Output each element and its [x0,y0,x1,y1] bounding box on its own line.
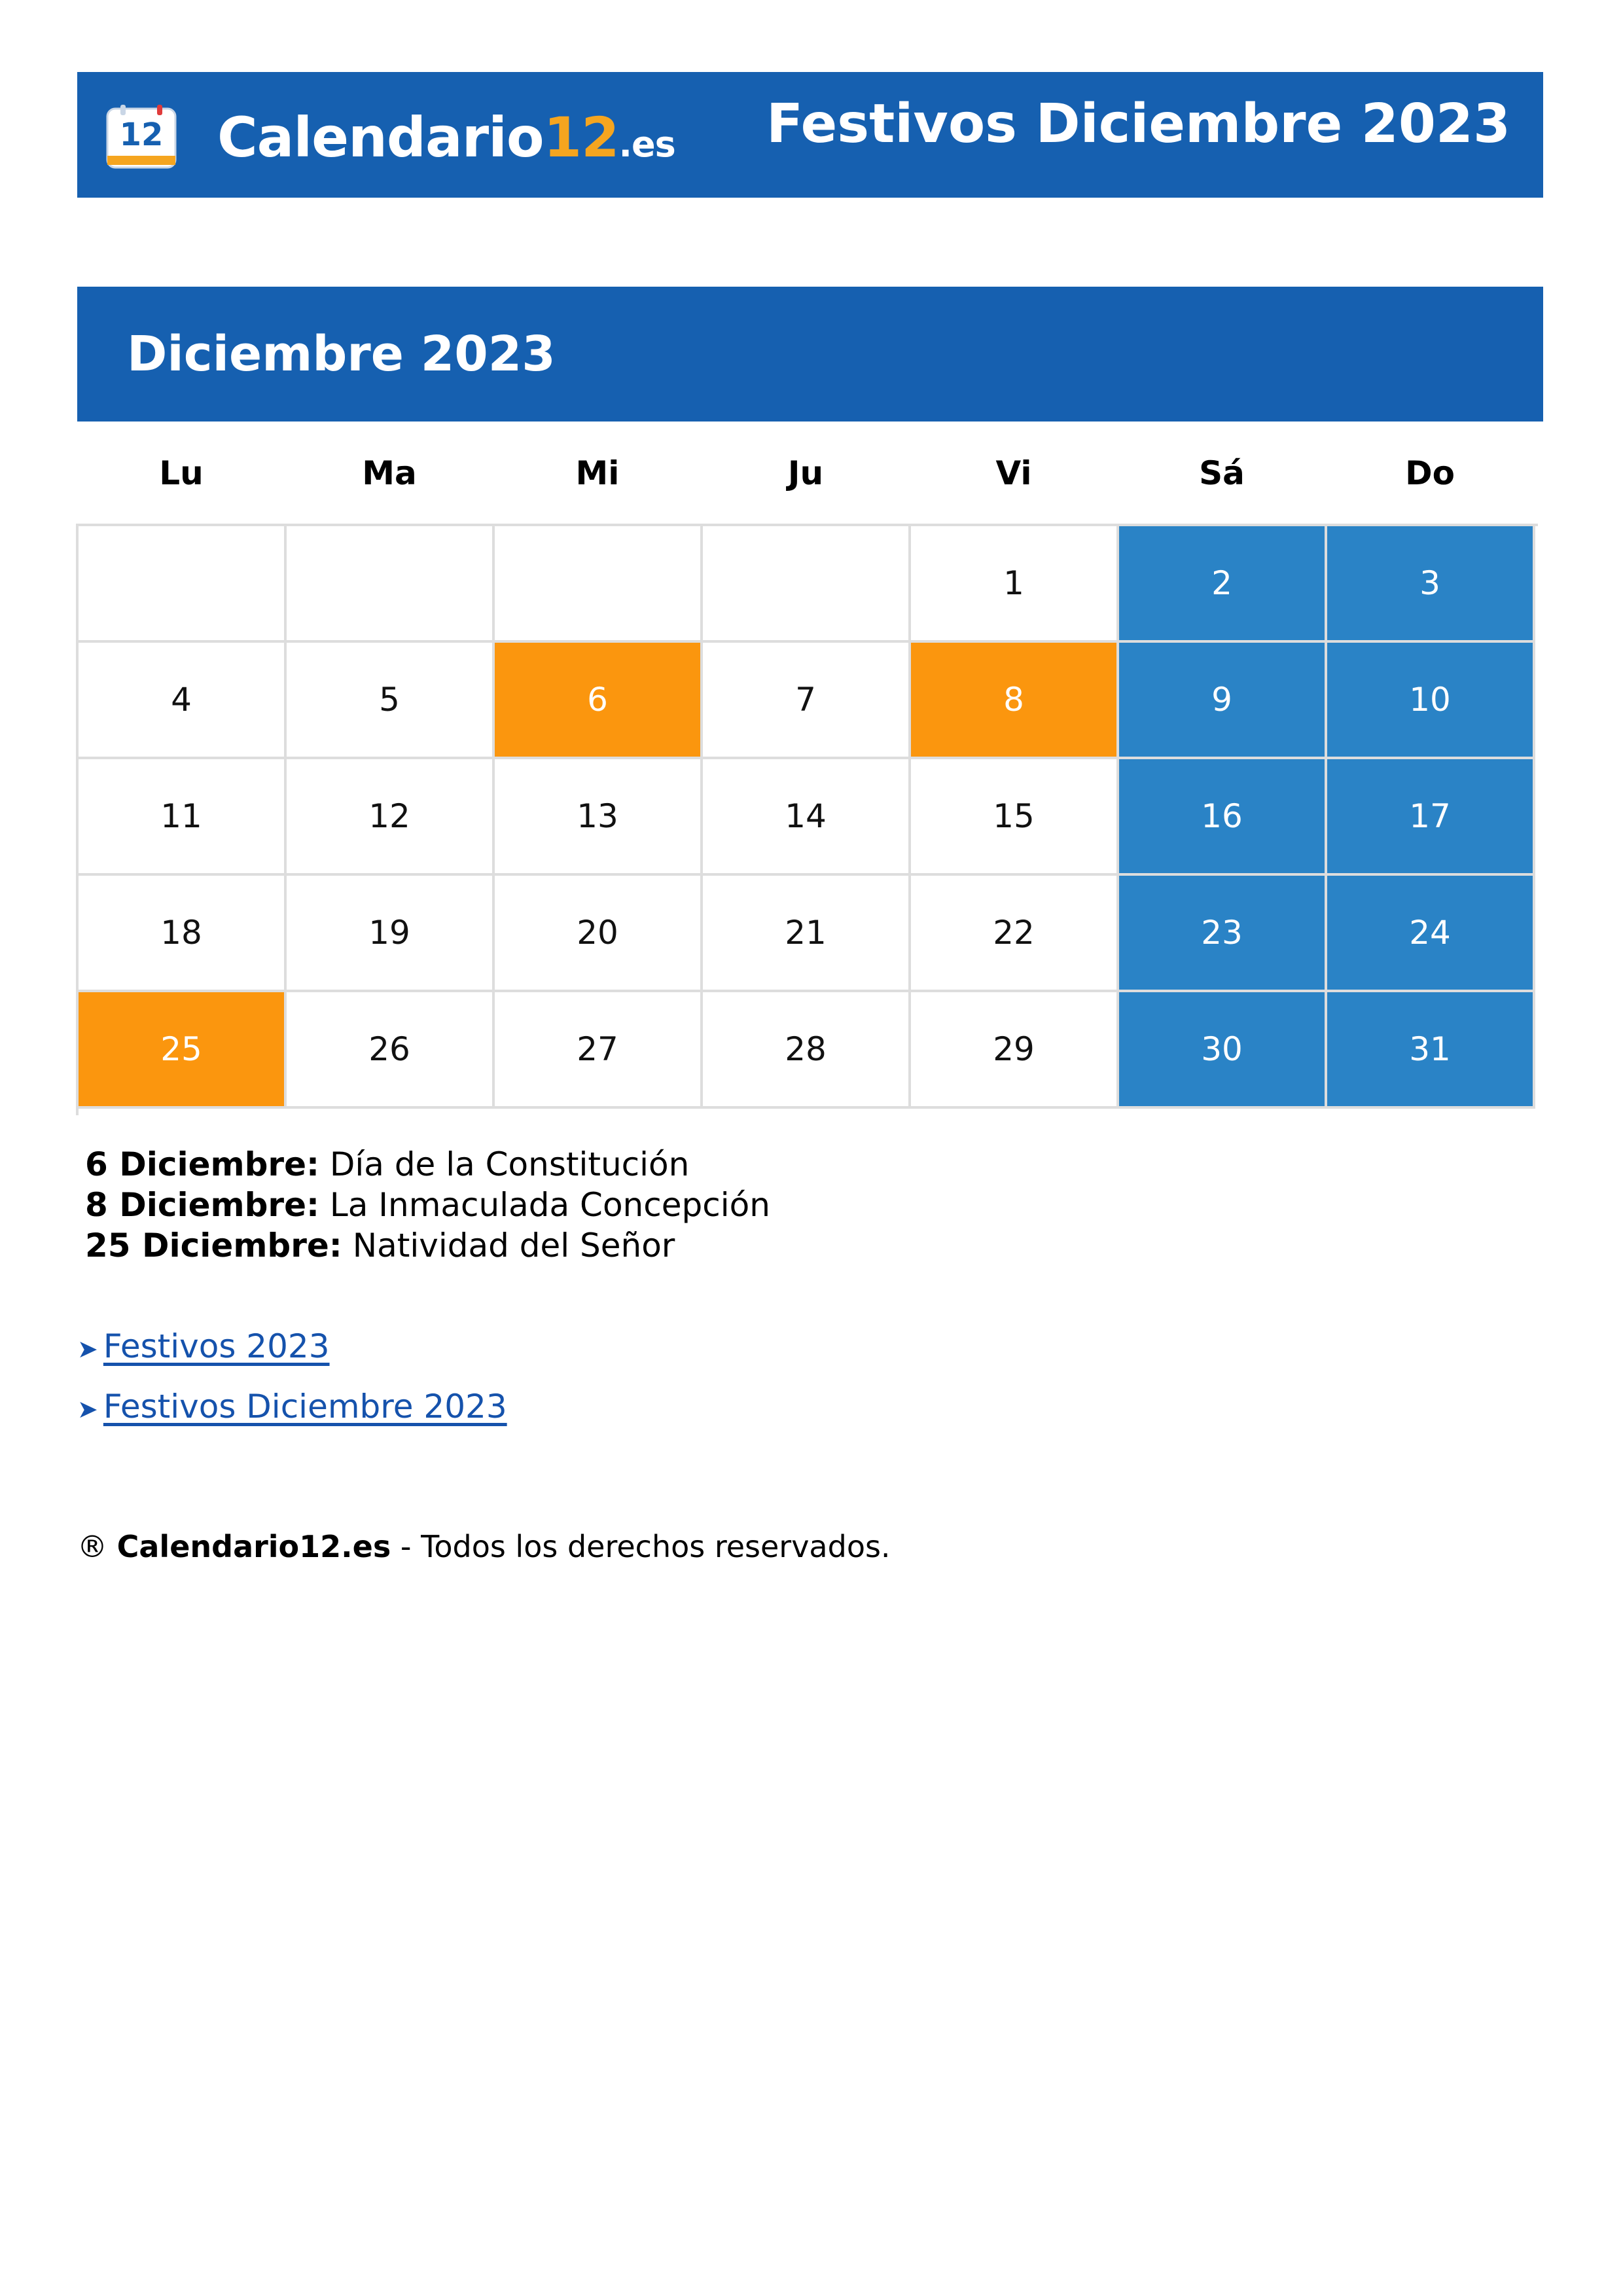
month-title: Diciembre 2023 [127,326,556,382]
weekday-label: Ju [787,454,824,492]
weekend-day-cell[interactable]: 30 [1119,992,1327,1109]
holiday-name: Natividad del Señor [352,1227,675,1265]
holiday-date: 8 Diciembre: [85,1186,319,1224]
weekend-day-cell[interactable]: 17 [1327,759,1535,876]
weekend-day-cell[interactable]: 31 [1327,992,1535,1109]
day-cell[interactable]: 12 [287,759,495,876]
weekday-header-row [77,450,1534,496]
page-title: Festivos Diciembre 2023 [766,93,1510,155]
logo-brand-number: 12 [543,105,619,170]
holiday-date: 25 Diciembre: [85,1227,342,1265]
weekday-label: Lu [159,454,204,492]
holiday-item [85,1225,770,1266]
weekday-label: Vi [995,454,1032,492]
holiday-name: Día de la Constitución [329,1145,690,1183]
day-cell[interactable]: 21 [703,876,911,992]
page-header [77,72,1543,198]
link-item [77,1384,507,1444]
day-cell[interactable]: 4 [79,643,287,759]
day-cell[interactable]: 27 [495,992,703,1109]
weekend-day-cell[interactable]: 9 [1119,643,1327,759]
logo-wordmark [217,105,675,170]
day-cell[interactable]: 29 [911,992,1119,1109]
day-cell[interactable]: 5 [287,643,495,759]
empty-day-cell [703,526,911,643]
weekday-label: Ma [362,454,417,492]
day-cell[interactable]: 14 [703,759,911,876]
weekend-day-cell[interactable]: 16 [1119,759,1327,876]
footer-text: - Todos los derechos reservados. [400,1529,891,1564]
arrow-icon: ➤ [77,1395,98,1424]
holiday-date: 6 Diciembre: [85,1145,319,1183]
footer [77,1525,891,1568]
empty-day-cell [79,526,287,643]
holiday-item [85,1185,770,1225]
day-cell[interactable]: 20 [495,876,703,992]
weekday-label: Sá [1199,454,1245,492]
logo-brand-main: Calendario [217,105,544,170]
day-cell[interactable]: 19 [287,876,495,992]
day-cell[interactable]: 22 [911,876,1119,992]
day-cell[interactable]: 11 [79,759,287,876]
calendar-icon [105,105,178,170]
day-cell[interactable]: 1 [911,526,1119,643]
day-cell[interactable]: 13 [495,759,703,876]
weekday-label: Do [1405,454,1455,492]
holiday-day-cell[interactable]: 6 [495,643,703,759]
weekend-day-cell[interactable]: 23 [1119,876,1327,992]
footer-brand: Calendario12.es [116,1529,391,1564]
day-cell[interactable]: 18 [79,876,287,992]
weekend-day-cell[interactable]: 10 [1327,643,1535,759]
weekend-day-cell[interactable]: 2 [1119,526,1327,643]
holiday-day-cell[interactable]: 25 [79,992,287,1109]
registered-symbol: ® [77,1529,107,1564]
month-header [77,287,1543,422]
link-item [77,1323,507,1384]
day-cell[interactable]: 15 [911,759,1119,876]
empty-day-cell [495,526,703,643]
link-list [77,1323,507,1444]
day-cell[interactable]: 28 [703,992,911,1109]
festivos-link[interactable]: Festivos 2023 [103,1327,330,1365]
day-cell[interactable]: 7 [703,643,911,759]
day-cell[interactable]: 26 [287,992,495,1109]
empty-day-cell [287,526,495,643]
arrow-icon: ➤ [77,1335,98,1363]
calendar-icon-number: 12 [119,117,164,153]
calendar-grid [76,524,1538,1115]
festivos-link[interactable]: Festivos Diciembre 2023 [103,1388,507,1426]
holiday-day-cell[interactable]: 8 [911,643,1119,759]
logo-brand-tld: .es [618,124,675,165]
weekend-day-cell[interactable]: 3 [1327,526,1535,643]
holiday-item [85,1144,770,1185]
holiday-list [85,1144,770,1266]
weekday-label: Mi [575,454,620,492]
weekend-day-cell[interactable]: 24 [1327,876,1535,992]
holiday-name: La Inmaculada Concepción [329,1186,770,1224]
